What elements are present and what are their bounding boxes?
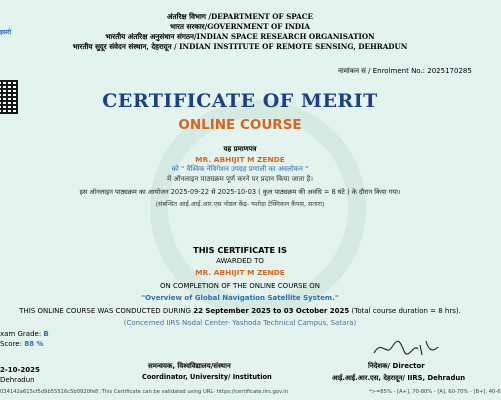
exam-grade-label: xam Grade: xyxy=(0,330,42,338)
header-government: भारत सरकार/GOVERNMENT OF INDIA xyxy=(170,22,310,31)
header-isro: भारतीय अंतरिक्ष अनुसंधान संगठन/INDIAN SPACE RESEARCH ORGANISATION xyxy=(105,32,375,41)
english-heading: THIS CERTIFICATE IS xyxy=(193,245,287,255)
validation-url[interactable]: 034142a615cf5d9b55516c5b0920fe8 :This Certificate can be validated using URL- https://certificate.iirs.gov.in xyxy=(0,389,289,395)
score xyxy=(0,340,43,348)
score-value: 88 % xyxy=(24,340,44,348)
grade-legend: *>=85% - [A+], 70-80% - [A], 60-70% - [B+], 40-6 xyxy=(369,389,501,395)
header-iirs: भारतीय सुदूर संवेदन संस्थान, देहरादून / INDIAN INSTITUTE OF REMOTE SENSING, DEHRADUN xyxy=(72,42,408,51)
course-name: "Overview of Global Navigation Satellite System." xyxy=(141,294,339,302)
exam-grade-value: B xyxy=(43,330,49,338)
certificate-title: CERTIFICATE OF MERIT xyxy=(102,90,378,112)
hindi-certificate-line: यह प्रमाणपत्र xyxy=(223,145,257,153)
coordinator-english: Coordinator, University/ Institution xyxy=(142,373,272,381)
header-department: अंतरिक्ष विभाग /DEPARTMENT OF SPACE xyxy=(167,12,313,21)
issue-date: 2-10-2025 xyxy=(0,366,40,374)
coordinator-hindi: समन्वयक, विश्वविद्यालय/संस्थान xyxy=(148,362,231,370)
director-label: निदेशक/ Director xyxy=(368,362,425,370)
conducted-dates: 22 September 2025 to 03 October 2025 xyxy=(193,307,350,315)
conducted-line xyxy=(0,307,480,315)
enrolment-number: नामांकन सं / Enrolment No.: 2025170285 xyxy=(338,67,472,75)
director-signature xyxy=(372,335,442,361)
nodal-center: (Concerned IIRS Nodal Center- Yashoda Technical Campus, Satara) xyxy=(123,319,357,327)
isro-logo: इसरो xyxy=(0,29,12,36)
hindi-course-line: को " वैश्विक नेविगेशन उपग्रह प्रणाली का अवलोकन " xyxy=(171,165,309,173)
hindi-duration-line: इस ऑनलाइन पाठ्यक्रम का आयोजन 2025-09-22 से 2025-10-03 ( कुल पाठ्यक्रम की अवधि = 8 घंटे ) के दौरान किया गया। xyxy=(79,188,401,196)
issue-place: Dehradun xyxy=(0,376,35,384)
course-duration: (Total course duration = 8 hrs). xyxy=(351,307,461,315)
hindi-nodal-line: (संबन्धित आई.आई.आर.एस नोडल केंद्र- यशोदा टेक्निकल कैंपस, सतारा) xyxy=(155,200,325,208)
exam-grade xyxy=(0,330,49,338)
conducted-prefix: THIS ONLINE COURSE WAS CONDUCTED DURING xyxy=(19,307,191,315)
score-label: Score: xyxy=(0,340,22,348)
hindi-recipient-name: MR. ABHIJIT M ZENDE xyxy=(195,155,285,164)
awarded-to: AWARDED TO xyxy=(216,257,264,265)
completion-line: ON COMPLETION OF THE ONLINE COURSE ON xyxy=(159,282,321,290)
director-institute: आई.आई.आर.एस, देहरादून/ IIRS, Dehradun xyxy=(332,374,466,382)
hindi-completion-line: में ऑनलाइन पाठ्यक्रम पूर्ण करने पर प्रदान किया जाता है। xyxy=(166,175,314,183)
certificate-subtitle: ONLINE COURSE xyxy=(178,117,302,133)
english-recipient-name: MR. ABHIJIT M ZENDE xyxy=(195,268,285,277)
